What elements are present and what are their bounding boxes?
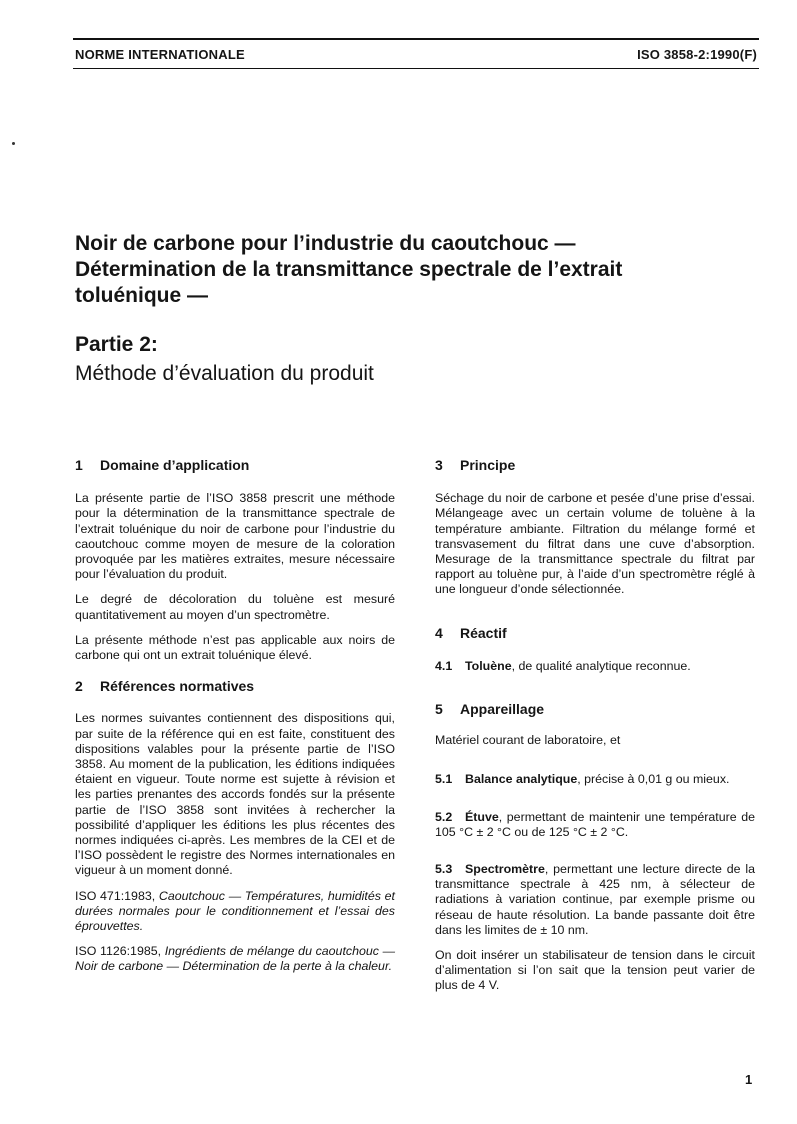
title-line-1: Noir de carbone pour l’industrie du caoutchouc — bbox=[75, 232, 576, 255]
section-5-last-paragraph: On doit insérer un stabilisateur de tension dans le circuit d’alimentation si l’on sait que la tension peut varier de plus de 4 V. bbox=[435, 948, 755, 993]
reference-iso-471 bbox=[75, 889, 395, 935]
section-1-paragraph-2: Le degré de décoloration du toluène est mesuré quantitativement au moyen d’un spectromètre. bbox=[75, 592, 395, 622]
reference-iso-1126 bbox=[75, 944, 395, 974]
item-text: , permettant une lecture directe de la transmittance spectrale à 425 nm, à sélecteur de radiations à variation continue, par exemple prisme ou réseau de haute résolution. La bande passante doit être dans les limites de ± 10 nm. bbox=[435, 862, 755, 937]
item-number: 5.2 bbox=[435, 809, 453, 824]
right-column bbox=[435, 458, 755, 994]
section-2-paragraph-1: Les normes suivantes contiennent des dispositions qui, par suite de la référence qui en est faite, constituent des dispositions valables pour la présente partie de l’ISO 3858. Au moment de la publication, les éditions indiquées étaient en vigueur. Toute norme est sujette à révision et les parties prenantes des accords fondés sur la présente partie de l’ISO 3858 sont invitées à rechercher la possibilité d’appliquer les éditions les plus récentes des normes indiquées ci-après. Les membres de la CEI et de l’ISO possèdent le registre des Normes internationales en vigueur à un moment donné. bbox=[75, 711, 395, 878]
item-name: Balance analytique bbox=[465, 772, 578, 787]
header-standard-type: NORME INTERNATIONALE bbox=[75, 47, 245, 62]
item-name: Toluène bbox=[465, 658, 512, 673]
item-5-1 bbox=[435, 772, 755, 787]
item-text: , permettant de maintenir une température de 105 °C ± 2 °C ou de 125 °C ± 2 °C. bbox=[435, 809, 755, 839]
reference-code: ISO 1126:1985, bbox=[75, 944, 162, 959]
section-number: 3 bbox=[435, 457, 443, 473]
reference-title: Ingrédients de mélange du caoutchouc — Noir de carbone — Détermination de la perte à la chaleur. bbox=[75, 944, 395, 974]
section-2-heading bbox=[75, 679, 395, 694]
section-1-heading bbox=[75, 458, 395, 473]
section-title: Domaine d’application bbox=[100, 457, 250, 473]
section-title: Réactif bbox=[460, 624, 507, 641]
part-title: Méthode d’évaluation du produit bbox=[75, 362, 374, 385]
item-5-2 bbox=[435, 810, 755, 840]
title-line-2: Détermination de la transmittance spectrale de l’extrait bbox=[75, 258, 623, 281]
item-5-3 bbox=[435, 862, 755, 938]
item-text: , de qualité analytique reconnue. bbox=[511, 658, 691, 673]
item-number: 5.1 bbox=[435, 772, 453, 787]
section-3-heading bbox=[435, 458, 755, 473]
section-number: 4 bbox=[435, 624, 443, 641]
page-number: 1 bbox=[745, 1072, 753, 1087]
item-4-1 bbox=[435, 659, 755, 674]
title-line-3: toluénique — bbox=[75, 284, 208, 307]
part-number: Partie 2: bbox=[75, 333, 158, 356]
section-4-heading bbox=[435, 626, 755, 641]
header-top-rule bbox=[73, 38, 759, 40]
left-column bbox=[75, 458, 395, 975]
section-5-intro: Matériel courant de laboratoire, et bbox=[435, 733, 621, 748]
item-name: Étuve bbox=[465, 809, 499, 824]
reference-title: Caoutchouc — Températures, humidités et durées normales pour le conditionnement et l’essai des éprouvettes. bbox=[75, 888, 395, 934]
section-1-paragraph-1: La présente partie de l’ISO 3858 prescrit une méthode pour la détermination de la transmittance spectrale de l’extrait toluénique du noir de carbone pour l’industrie du caoutchouc comme moyen de mesure de la coloration provoquée par les matières extraites, mesure nécessaire pour l’évaluation du produit. bbox=[75, 491, 395, 582]
section-1-paragraph-3: La présente méthode n’est pas applicable aux noirs de carbone qui ont un extrait toluénique élevé. bbox=[75, 632, 395, 663]
section-number: 1 bbox=[75, 457, 83, 473]
section-5-heading bbox=[435, 702, 755, 717]
header-standard-number: ISO 3858-2:1990(F) bbox=[637, 47, 757, 62]
section-number: 5 bbox=[435, 701, 443, 718]
section-3-paragraph-1: Séchage du noir de carbone et pesée d’une prise d’essai. Mélangeage avec un certain volume de toluène à la température ambiante. Filtration du mélange formé et transvasement du filtrat dans une cuve d’absorption. Mesurage de la transmittance spectrale du filtrat par rapport au toluène pur, à l’aide d’un spectromètre réglé à une longueur d’onde sélectionnée. bbox=[435, 491, 755, 597]
document-title bbox=[75, 231, 715, 309]
item-number: 5.3 bbox=[435, 862, 453, 877]
section-title: Références normatives bbox=[100, 678, 255, 695]
item-text: , précise à 0,01 g ou mieux. bbox=[577, 772, 730, 787]
reference-code: ISO 471:1983, bbox=[75, 888, 156, 903]
section-number: 2 bbox=[75, 678, 83, 695]
header-bottom-rule bbox=[73, 68, 759, 69]
item-number: 4.1 bbox=[435, 658, 453, 673]
section-title: Principe bbox=[460, 457, 516, 473]
item-name: Spectromètre bbox=[465, 862, 545, 877]
margin-dot bbox=[12, 142, 15, 145]
section-title: Appareillage bbox=[460, 701, 545, 718]
